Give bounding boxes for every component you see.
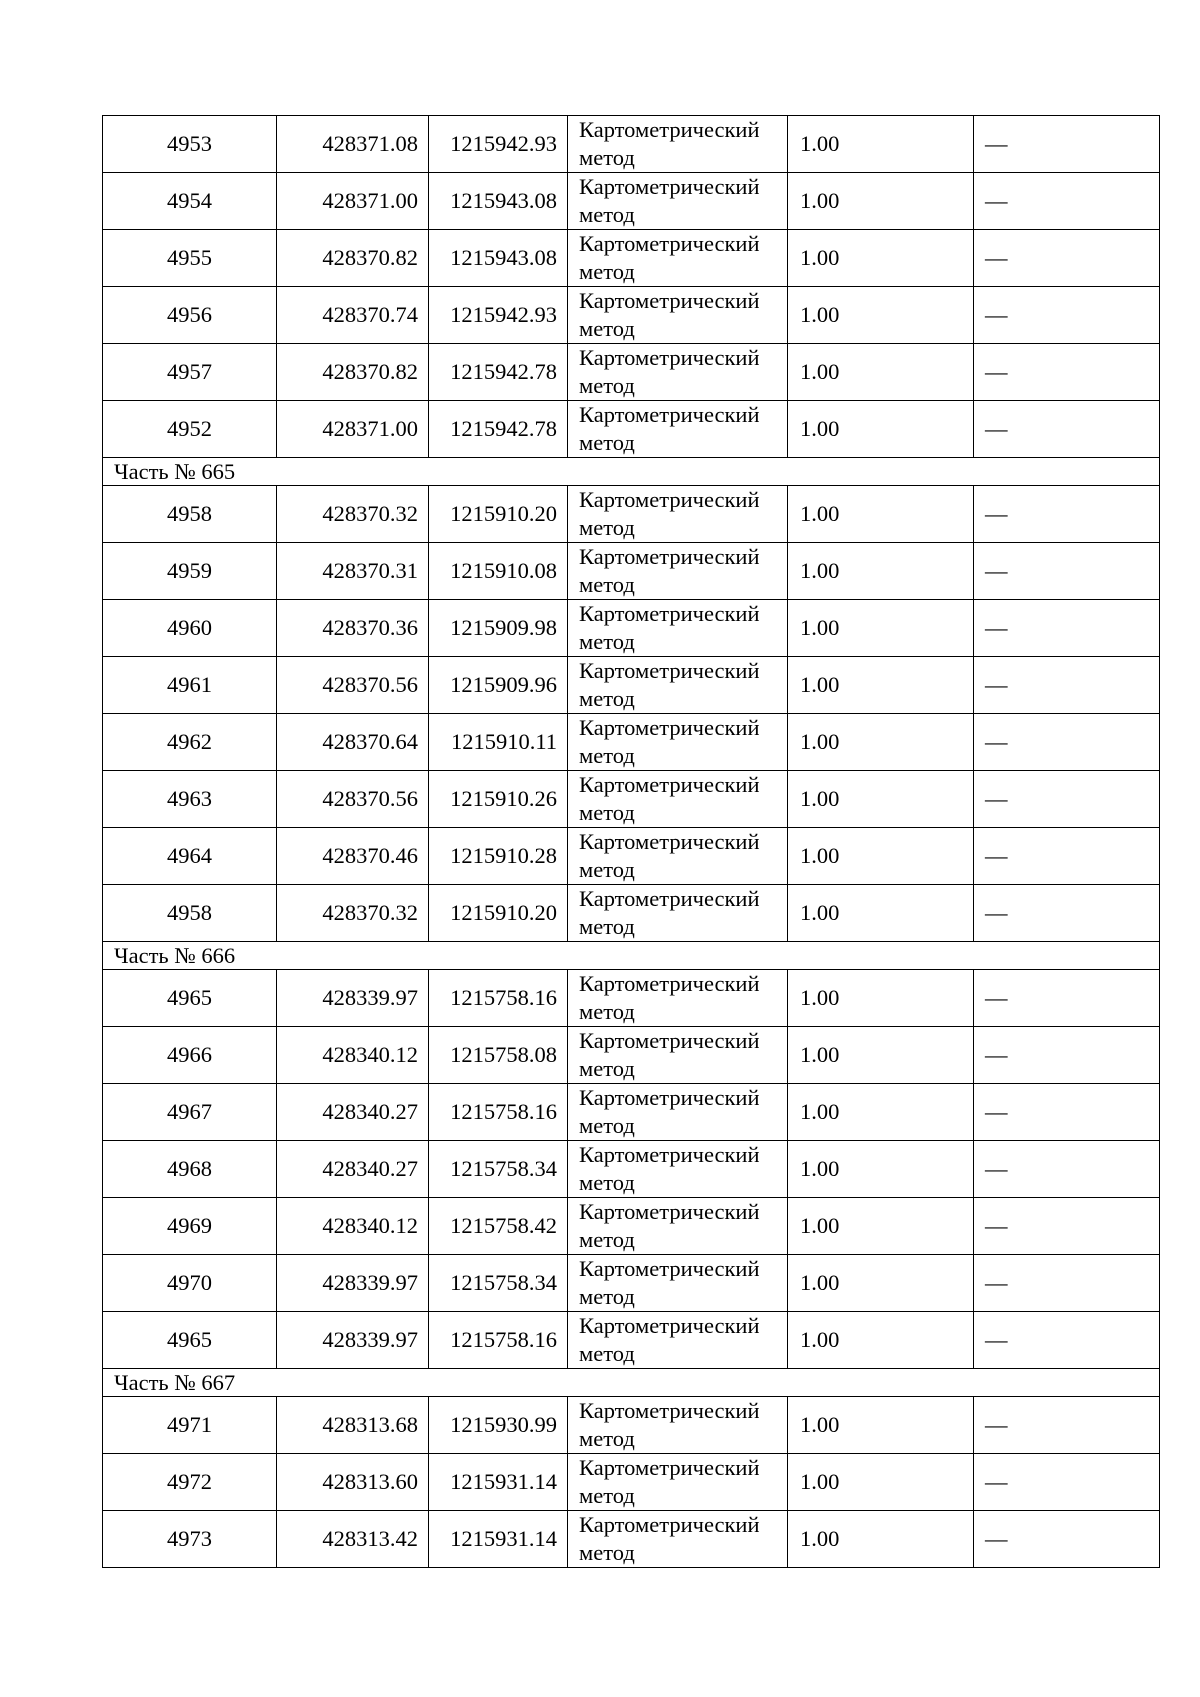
description-cell: — — [974, 1027, 1160, 1084]
coordinate-x-cell: 428371.08 — [277, 116, 429, 173]
table-row — [103, 173, 1160, 230]
accuracy-cell: 1.00 — [788, 230, 974, 287]
table-row — [103, 230, 1160, 287]
table-row — [103, 714, 1160, 771]
method-cell — [568, 771, 788, 828]
description-cell: — — [974, 771, 1160, 828]
method-cell — [568, 1511, 788, 1568]
accuracy-cell: 1.00 — [788, 1198, 974, 1255]
description-cell: — — [974, 657, 1160, 714]
method-cell — [568, 1312, 788, 1369]
table-row — [103, 1255, 1160, 1312]
coordinate-y-cell: 1215910.08 — [429, 543, 568, 600]
description-cell: — — [974, 486, 1160, 543]
table-row — [103, 600, 1160, 657]
method-text-line2: метод — [579, 373, 635, 398]
method-cell — [568, 1141, 788, 1198]
method-text-line2: метод — [579, 1426, 635, 1451]
coordinate-x-cell: 428370.82 — [277, 230, 429, 287]
coordinate-y-cell: 1215758.42 — [429, 1198, 568, 1255]
coordinate-x-cell: 428370.82 — [277, 344, 429, 401]
point-number-cell: 4970 — [103, 1255, 277, 1312]
method-cell — [568, 230, 788, 287]
coordinate-x-cell: 428370.46 — [277, 828, 429, 885]
method-text-line2: метод — [579, 1540, 635, 1565]
point-number-cell: 4954 — [103, 173, 277, 230]
coordinate-y-cell: 1215758.16 — [429, 1312, 568, 1369]
table-row — [103, 657, 1160, 714]
description-cell: — — [974, 173, 1160, 230]
method-text-line1: Картометрический — [579, 1256, 760, 1281]
table-row — [103, 287, 1160, 344]
point-number-cell: 4963 — [103, 771, 277, 828]
method-text-line2: метод — [579, 800, 635, 825]
coordinate-y-cell: 1215758.16 — [429, 970, 568, 1027]
point-number-cell: 4971 — [103, 1397, 277, 1454]
method-cell — [568, 543, 788, 600]
method-text-line2: метод — [579, 999, 635, 1024]
table-row — [103, 885, 1160, 942]
method-text-line1: Картометрический — [579, 1455, 760, 1480]
method-text-line2: метод — [579, 259, 635, 284]
method-text-line2: метод — [579, 1284, 635, 1309]
coordinate-y-cell: 1215910.20 — [429, 486, 568, 543]
method-text-line1: Картометрический — [579, 772, 760, 797]
coordinate-y-cell: 1215931.14 — [429, 1454, 568, 1511]
coordinate-x-cell: 428370.56 — [277, 657, 429, 714]
description-cell: — — [974, 1397, 1160, 1454]
method-text-line2: метод — [579, 1113, 635, 1138]
point-number-cell: 4965 — [103, 970, 277, 1027]
coordinate-x-cell: 428339.97 — [277, 1312, 429, 1369]
coordinate-y-cell: 1215930.99 — [429, 1397, 568, 1454]
method-text-line1: Картометрический — [579, 829, 760, 854]
accuracy-cell: 1.00 — [788, 1397, 974, 1454]
description-cell: — — [974, 401, 1160, 458]
method-cell — [568, 1027, 788, 1084]
method-cell — [568, 885, 788, 942]
coordinate-x-cell: 428370.36 — [277, 600, 429, 657]
point-number-cell: 4955 — [103, 230, 277, 287]
method-cell — [568, 344, 788, 401]
point-number-cell: 4960 — [103, 600, 277, 657]
table-row — [103, 771, 1160, 828]
coordinate-y-cell: 1215758.34 — [429, 1141, 568, 1198]
table-row — [103, 486, 1160, 543]
method-text-line1: Картометрический — [579, 1398, 760, 1423]
description-cell: — — [974, 1198, 1160, 1255]
point-number-cell: 4958 — [103, 885, 277, 942]
point-number-cell: 4973 — [103, 1511, 277, 1568]
coordinate-y-cell: 1215943.08 — [429, 173, 568, 230]
method-cell — [568, 116, 788, 173]
coordinates-table — [102, 115, 1160, 1568]
method-text-line2: метод — [579, 1227, 635, 1252]
table-row — [103, 1511, 1160, 1568]
method-text-line1: Картометрический — [579, 231, 760, 256]
coordinate-y-cell: 1215758.16 — [429, 1084, 568, 1141]
section-heading: Часть № 667 — [103, 1369, 1160, 1397]
accuracy-cell: 1.00 — [788, 116, 974, 173]
accuracy-cell: 1.00 — [788, 1255, 974, 1312]
table-row — [103, 1198, 1160, 1255]
method-cell — [568, 657, 788, 714]
coordinate-x-cell: 428370.74 — [277, 287, 429, 344]
method-text-line1: Картометрический — [579, 1085, 760, 1110]
description-cell: — — [974, 1084, 1160, 1141]
coordinate-y-cell: 1215909.96 — [429, 657, 568, 714]
point-number-cell: 4967 — [103, 1084, 277, 1141]
coordinate-y-cell: 1215942.78 — [429, 401, 568, 458]
point-number-cell: 4959 — [103, 543, 277, 600]
coordinate-y-cell: 1215758.08 — [429, 1027, 568, 1084]
table-row — [103, 344, 1160, 401]
accuracy-cell: 1.00 — [788, 1141, 974, 1198]
description-cell: — — [974, 828, 1160, 885]
method-text-line1: Картометрический — [579, 658, 760, 683]
description-cell: — — [974, 885, 1160, 942]
method-cell — [568, 714, 788, 771]
section-heading: Часть № 666 — [103, 942, 1160, 970]
coordinate-y-cell: 1215910.20 — [429, 885, 568, 942]
method-cell — [568, 600, 788, 657]
coordinate-y-cell: 1215910.11 — [429, 714, 568, 771]
accuracy-cell: 1.00 — [788, 486, 974, 543]
method-text-line1: Картометрический — [579, 1028, 760, 1053]
method-text-line2: метод — [579, 316, 635, 341]
coordinate-y-cell: 1215909.98 — [429, 600, 568, 657]
point-number-cell: 4965 — [103, 1312, 277, 1369]
point-number-cell: 4953 — [103, 116, 277, 173]
description-cell: — — [974, 1255, 1160, 1312]
method-text-line2: метод — [579, 743, 635, 768]
method-cell — [568, 401, 788, 458]
table-row — [103, 1141, 1160, 1198]
coordinate-y-cell: 1215942.78 — [429, 344, 568, 401]
coordinate-y-cell: 1215910.26 — [429, 771, 568, 828]
point-number-cell: 4966 — [103, 1027, 277, 1084]
coordinate-x-cell: 428370.32 — [277, 885, 429, 942]
description-cell: — — [974, 1511, 1160, 1568]
method-text-line1: Картометрический — [579, 1512, 760, 1537]
coordinate-x-cell: 428340.27 — [277, 1084, 429, 1141]
method-cell — [568, 828, 788, 885]
method-text-line1: Картометрический — [579, 886, 760, 911]
accuracy-cell: 1.00 — [788, 1312, 974, 1369]
method-cell — [568, 970, 788, 1027]
accuracy-cell: 1.00 — [788, 1084, 974, 1141]
coordinate-x-cell: 428370.31 — [277, 543, 429, 600]
method-text-line2: метод — [579, 145, 635, 170]
accuracy-cell: 1.00 — [788, 1454, 974, 1511]
coordinate-x-cell: 428370.64 — [277, 714, 429, 771]
point-number-cell: 4961 — [103, 657, 277, 714]
coordinate-x-cell: 428339.97 — [277, 1255, 429, 1312]
method-text-line2: метод — [579, 1341, 635, 1366]
accuracy-cell: 1.00 — [788, 657, 974, 714]
coordinate-y-cell: 1215943.08 — [429, 230, 568, 287]
table-row — [103, 828, 1160, 885]
section-heading-row — [103, 942, 1160, 970]
method-cell — [568, 1454, 788, 1511]
point-number-cell: 4952 — [103, 401, 277, 458]
description-cell: — — [974, 1141, 1160, 1198]
method-text-line2: метод — [579, 857, 635, 882]
description-cell: — — [974, 287, 1160, 344]
section-heading-row — [103, 1369, 1160, 1397]
accuracy-cell: 1.00 — [788, 714, 974, 771]
description-cell: — — [974, 116, 1160, 173]
accuracy-cell: 1.00 — [788, 401, 974, 458]
table-row — [103, 1027, 1160, 1084]
accuracy-cell: 1.00 — [788, 1027, 974, 1084]
method-text-line1: Картометрический — [579, 601, 760, 626]
point-number-cell: 4969 — [103, 1198, 277, 1255]
method-text-line2: метод — [579, 1056, 635, 1081]
description-cell: — — [974, 600, 1160, 657]
coordinate-x-cell: 428340.12 — [277, 1027, 429, 1084]
table-row — [103, 401, 1160, 458]
method-text-line2: метод — [579, 629, 635, 654]
coordinate-y-cell: 1215942.93 — [429, 116, 568, 173]
method-text-line1: Картометрический — [579, 174, 760, 199]
accuracy-cell: 1.00 — [788, 344, 974, 401]
section-heading: Часть № 665 — [103, 458, 1160, 486]
description-cell: — — [974, 970, 1160, 1027]
point-number-cell: 4964 — [103, 828, 277, 885]
coordinate-x-cell: 428313.60 — [277, 1454, 429, 1511]
method-text-line1: Картометрический — [579, 971, 760, 996]
description-cell: — — [974, 344, 1160, 401]
coordinate-x-cell: 428339.97 — [277, 970, 429, 1027]
point-number-cell: 4972 — [103, 1454, 277, 1511]
method-text-line2: метод — [579, 515, 635, 540]
method-text-line1: Картометрический — [579, 288, 760, 313]
method-text-line1: Картометрический — [579, 117, 760, 142]
accuracy-cell: 1.00 — [788, 543, 974, 600]
method-text-line1: Картометрический — [579, 715, 760, 740]
point-number-cell: 4957 — [103, 344, 277, 401]
method-cell — [568, 486, 788, 543]
table-row — [103, 543, 1160, 600]
method-text-line1: Картометрический — [579, 1199, 760, 1224]
point-number-cell: 4962 — [103, 714, 277, 771]
method-text-line2: метод — [579, 1483, 635, 1508]
method-cell — [568, 1084, 788, 1141]
method-text-line1: Картометрический — [579, 1142, 760, 1167]
accuracy-cell: 1.00 — [788, 287, 974, 344]
method-text-line2: метод — [579, 914, 635, 939]
table-row — [103, 1084, 1160, 1141]
coordinate-y-cell: 1215758.34 — [429, 1255, 568, 1312]
method-cell — [568, 1255, 788, 1312]
description-cell: — — [974, 1454, 1160, 1511]
coordinate-y-cell: 1215931.14 — [429, 1511, 568, 1568]
method-cell — [568, 1397, 788, 1454]
method-text-line2: метод — [579, 430, 635, 455]
method-text-line2: метод — [579, 572, 635, 597]
accuracy-cell: 1.00 — [788, 600, 974, 657]
coordinate-x-cell: 428370.56 — [277, 771, 429, 828]
table-row — [103, 970, 1160, 1027]
method-text-line1: Картометрический — [579, 345, 760, 370]
method-cell — [568, 287, 788, 344]
method-cell — [568, 1198, 788, 1255]
coordinate-x-cell: 428313.42 — [277, 1511, 429, 1568]
coordinate-y-cell: 1215910.28 — [429, 828, 568, 885]
coordinate-y-cell: 1215942.93 — [429, 287, 568, 344]
accuracy-cell: 1.00 — [788, 1511, 974, 1568]
description-cell: — — [974, 714, 1160, 771]
coordinate-x-cell: 428340.27 — [277, 1141, 429, 1198]
description-cell: — — [974, 230, 1160, 287]
method-text-line2: метод — [579, 202, 635, 227]
coordinates-table-body — [103, 116, 1160, 1568]
method-text-line2: метод — [579, 1170, 635, 1195]
method-text-line1: Картометрический — [579, 1313, 760, 1338]
accuracy-cell: 1.00 — [788, 173, 974, 230]
point-number-cell: 4958 — [103, 486, 277, 543]
method-text-line1: Картометрический — [579, 402, 760, 427]
coordinate-x-cell: 428371.00 — [277, 401, 429, 458]
accuracy-cell: 1.00 — [788, 885, 974, 942]
description-cell: — — [974, 1312, 1160, 1369]
description-cell: — — [974, 543, 1160, 600]
accuracy-cell: 1.00 — [788, 828, 974, 885]
point-number-cell: 4956 — [103, 287, 277, 344]
accuracy-cell: 1.00 — [788, 771, 974, 828]
point-number-cell: 4968 — [103, 1141, 277, 1198]
coordinate-x-cell: 428371.00 — [277, 173, 429, 230]
table-row — [103, 1312, 1160, 1369]
method-text-line1: Картометрический — [579, 487, 760, 512]
coordinate-x-cell: 428313.68 — [277, 1397, 429, 1454]
table-row — [103, 1454, 1160, 1511]
coordinate-x-cell: 428370.32 — [277, 486, 429, 543]
method-cell — [568, 173, 788, 230]
table-row — [103, 1397, 1160, 1454]
method-text-line1: Картометрический — [579, 544, 760, 569]
method-text-line2: метод — [579, 686, 635, 711]
coordinate-x-cell: 428340.12 — [277, 1198, 429, 1255]
section-heading-row — [103, 458, 1160, 486]
accuracy-cell: 1.00 — [788, 970, 974, 1027]
table-row — [103, 116, 1160, 173]
